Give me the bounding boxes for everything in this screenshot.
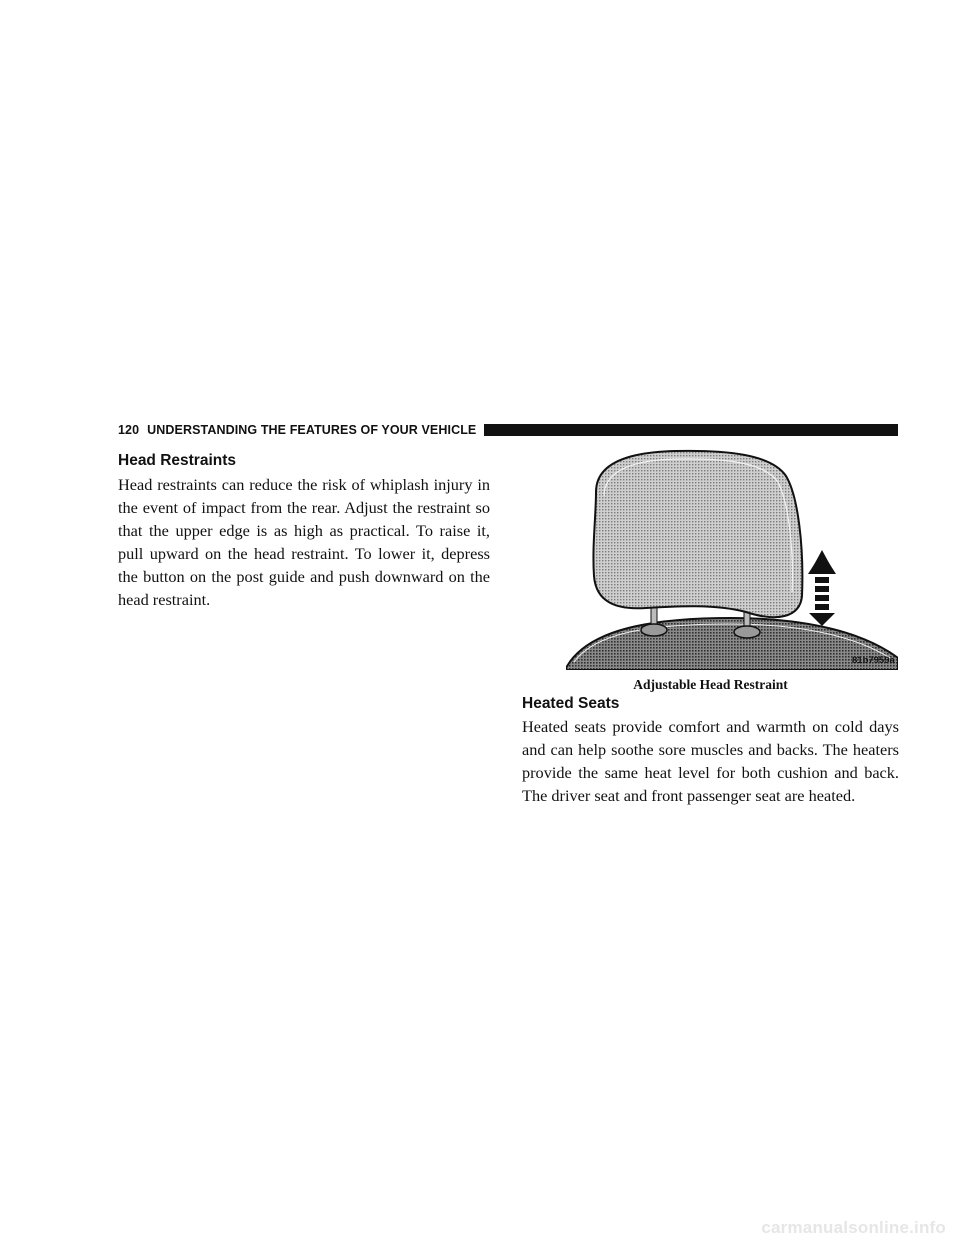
head-restraints-body: Head restraints can reduce the risk of whiplash injury in the event of impact from the rear. Adjust the restraint so that the upper edge is as high as practical. To raise it, pull upward on the head restraint. To lower it, depress the button on the post guide and push downward on the head restraint. [118, 475, 490, 609]
head-restraints-heading: Head Restraints [118, 452, 237, 469]
header-rule [484, 424, 898, 436]
chapter-title: UNDERSTANDING THE FEATURES OF YOUR VEHICLE [147, 423, 477, 437]
figure-caption: Adjustable Head Restraint [633, 677, 788, 692]
page-header [118, 421, 898, 439]
heated-seats-heading: Heated Seats [522, 695, 620, 712]
head-restraint-illustration [566, 446, 898, 670]
up-down-arrow-icon [808, 550, 836, 626]
heated-seats-body: Heated seats provide comfort and warmth on cold days and can help soothe sore muscles and backs. The heaters provide the same heat level for both cushion and back. The driver seat and front passenger seat are heated. [522, 717, 899, 805]
watermark: carmanualsonline.info [761, 1218, 946, 1237]
figure-code: 81b7959a [852, 655, 895, 666]
page-number: 120 [118, 423, 140, 437]
